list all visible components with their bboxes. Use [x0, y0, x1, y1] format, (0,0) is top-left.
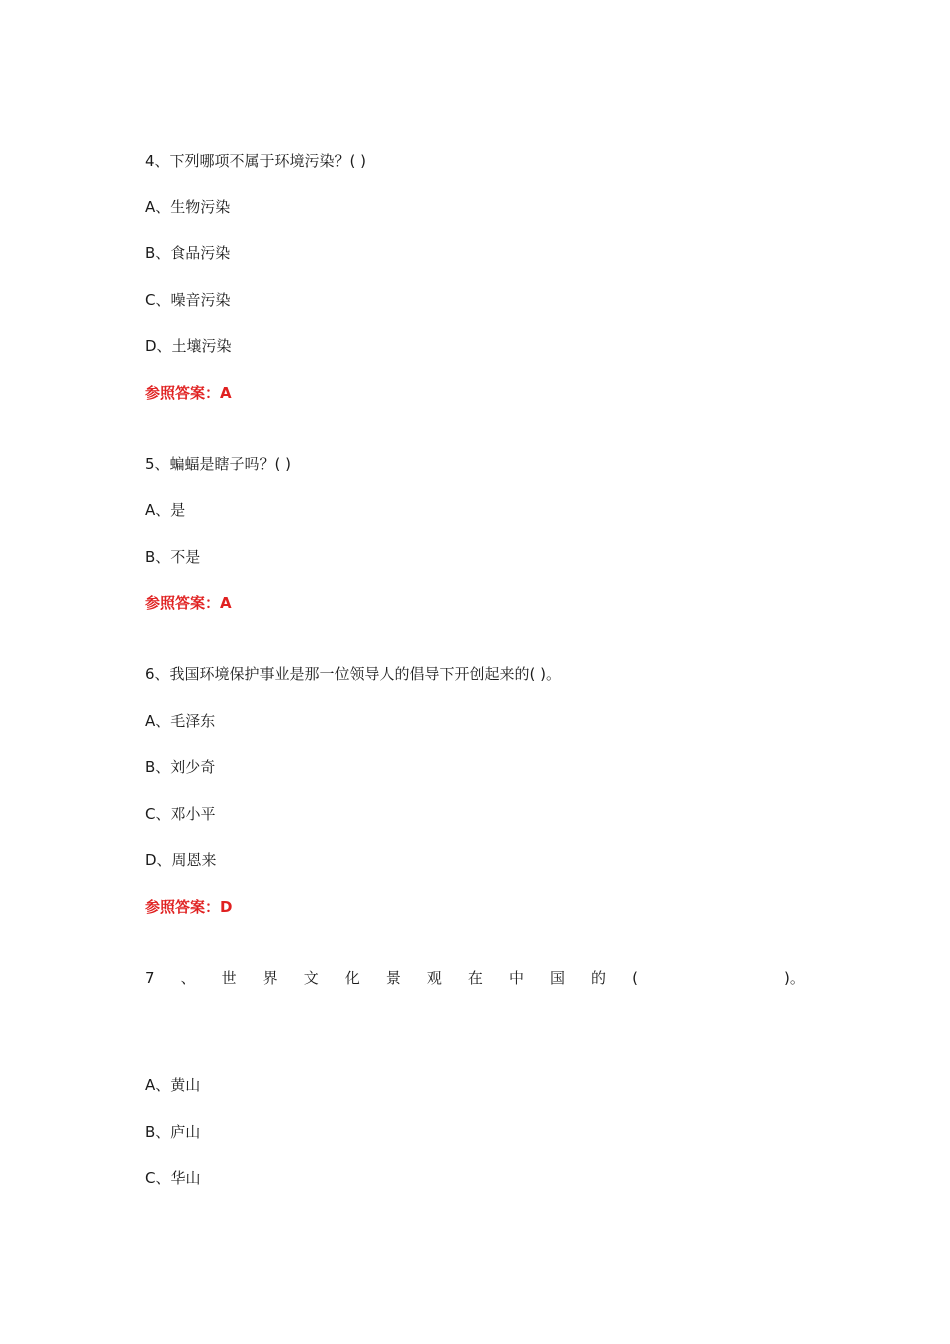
question-5-text: 5、蝙蝠是瞎子吗？( )	[145, 455, 292, 473]
q7-part: )。	[783, 969, 805, 987]
question-6-text: 6、我国环境保护事业是那一位领导人的倡导下开创起来的( )。	[145, 665, 562, 683]
q7-part: 、	[180, 969, 196, 987]
q7-part: (	[632, 969, 638, 987]
question-7-text	[145, 968, 805, 988]
q7-part: 在	[467, 969, 483, 987]
q7-part: 界	[262, 969, 278, 987]
q7-part: 观	[426, 969, 442, 987]
q7-part: 7	[145, 969, 155, 987]
q5-option-a: A、是	[145, 501, 186, 519]
q7-option-b: B、庐山	[145, 1123, 201, 1141]
q6-option-c: C、邓小平	[145, 805, 216, 823]
q6-option-b: B、刘少奇	[145, 758, 216, 776]
q4-option-b: B、食品污染	[145, 244, 231, 262]
q4-answer: 参照答案：A	[145, 384, 232, 402]
q7-option-c: C、华山	[145, 1169, 201, 1187]
q7-part: 文	[303, 969, 319, 987]
q7-part: 世	[221, 969, 237, 987]
q4-option-c: C、噪音污染	[145, 291, 231, 309]
q4-option-a: A、生物污染	[145, 198, 231, 216]
q7-part: 的	[591, 969, 607, 987]
q7-part: 化	[344, 969, 360, 987]
q6-option-d: D、周恩来	[145, 851, 217, 869]
q4-option-d: D、土壤污染	[145, 337, 232, 355]
q7-part: 景	[385, 969, 401, 987]
q7-part: 中	[508, 969, 524, 987]
q7-part: 国	[550, 969, 566, 987]
q6-answer: 参照答案：D	[145, 898, 233, 916]
question-4-text: 4、下列哪项不属于环境污染？( )	[145, 152, 367, 170]
q6-option-a: A、毛泽东	[145, 712, 216, 730]
q7-option-a: A、黄山	[145, 1076, 201, 1094]
q5-answer: 参照答案：A	[145, 594, 232, 612]
q5-option-b: B、不是	[145, 548, 201, 566]
